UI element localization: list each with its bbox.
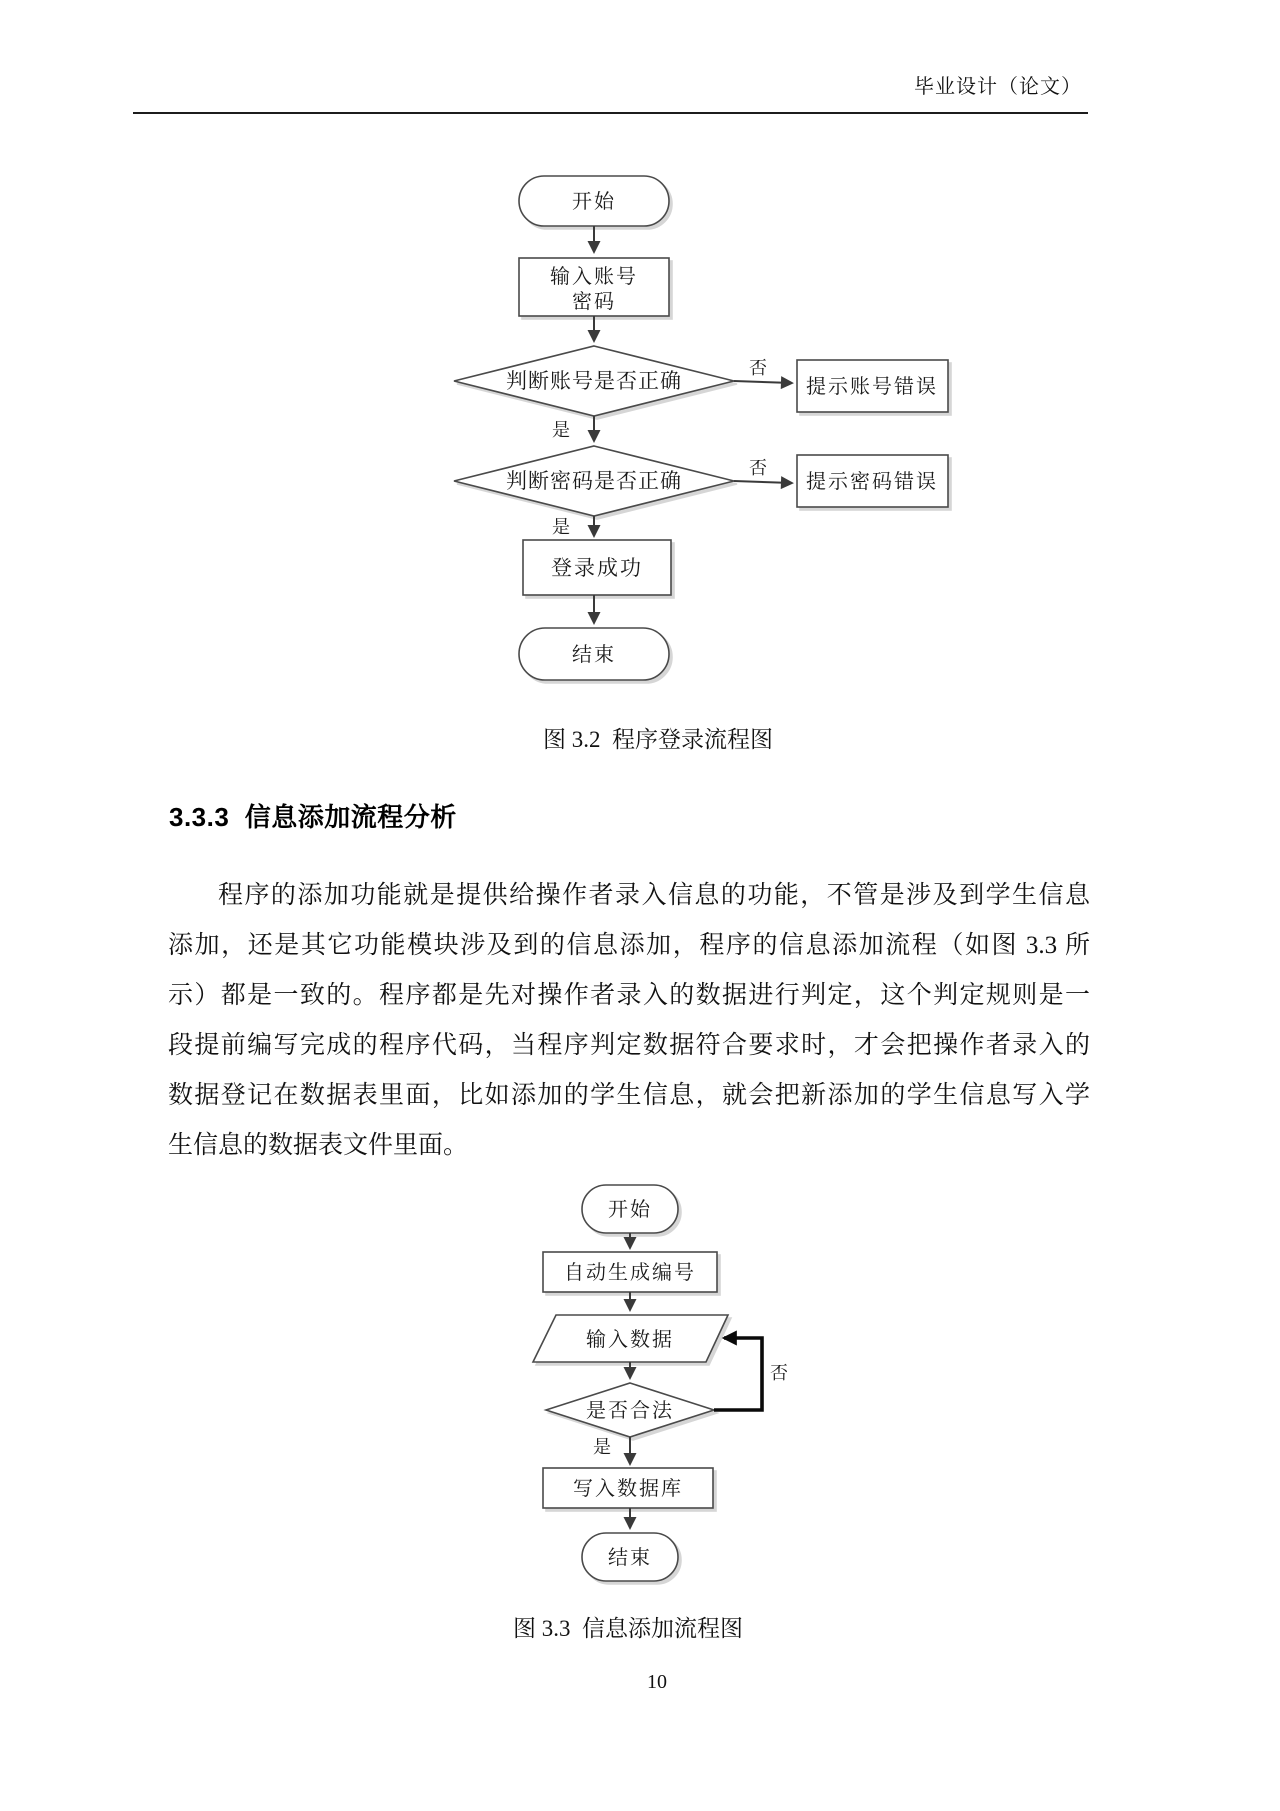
input-data-label: 输入数据 xyxy=(586,1329,674,1351)
autogen-node-label: 自动生成编号 xyxy=(564,1262,696,1284)
success-node-label: 登录成功 xyxy=(551,556,643,580)
add-info-flowchart xyxy=(515,1178,800,1590)
paragraph-line: 示）都是一致的。程序都是先对操作者录入的数据进行判定，这个判定规则是一 xyxy=(168,982,1090,1009)
no-label: 否 xyxy=(749,458,767,478)
flow-arrow xyxy=(734,481,792,483)
login-flowchart xyxy=(440,150,960,690)
body-paragraph xyxy=(168,871,1090,1171)
check-password-label: 判断密码是否正确 xyxy=(506,469,682,493)
error-account-label: 提示账号错误 xyxy=(806,376,938,398)
input-node-label1: 输入账号 xyxy=(550,266,638,288)
yes-label: 是 xyxy=(552,420,570,440)
write-db-label: 写入数据库 xyxy=(573,1478,683,1500)
paragraph-line: 添加，还是其它功能模块涉及到的信息添加，程序的信息添加流程（如图 3.3 所 xyxy=(168,932,1090,959)
end-node-label: 结束 xyxy=(608,1547,652,1569)
figure-3-3-caption: 图 3.3 信息添加流程图 xyxy=(513,1616,743,1641)
end-node-label: 结束 xyxy=(572,644,616,666)
header-rule xyxy=(133,112,1088,114)
yes-label: 是 xyxy=(552,517,570,537)
input-node-label2: 密码 xyxy=(572,291,616,313)
paragraph-line: 段提前编写完成的程序代码，当程序判定数据符合要求时，才会把操作者录入的 xyxy=(168,1032,1090,1059)
figure-3-2-caption: 图 3.2 程序登录流程图 xyxy=(543,727,773,752)
start-node-label: 开始 xyxy=(572,191,616,213)
start-node-label: 开始 xyxy=(608,1199,652,1221)
section-heading: 3.3.3 信息添加流程分析 xyxy=(169,802,457,832)
yes-label: 是 xyxy=(593,1437,611,1457)
page-number: 10 xyxy=(647,1671,667,1693)
check-account-label: 判断账号是否正确 xyxy=(506,369,682,393)
paragraph-line: 程序的添加功能就是提供给操作者录入信息的功能，不管是涉及到学生信息 xyxy=(218,882,1090,909)
no-loop-arrow xyxy=(714,1338,762,1410)
check-valid-label: 是否合法 xyxy=(586,1400,674,1422)
header-title: 毕业设计（论文） xyxy=(914,76,1082,98)
flow-arrow xyxy=(734,381,792,383)
no-label: 否 xyxy=(749,358,767,378)
error-password-label: 提示密码错误 xyxy=(806,471,938,493)
paragraph-line: 数据登记在数据表里面，比如添加的学生信息，就会把新添加的学生信息写入学 xyxy=(168,1082,1090,1109)
no-label: 否 xyxy=(770,1363,788,1383)
paragraph-line: 生信息的数据表文件里面。 xyxy=(168,1132,469,1159)
